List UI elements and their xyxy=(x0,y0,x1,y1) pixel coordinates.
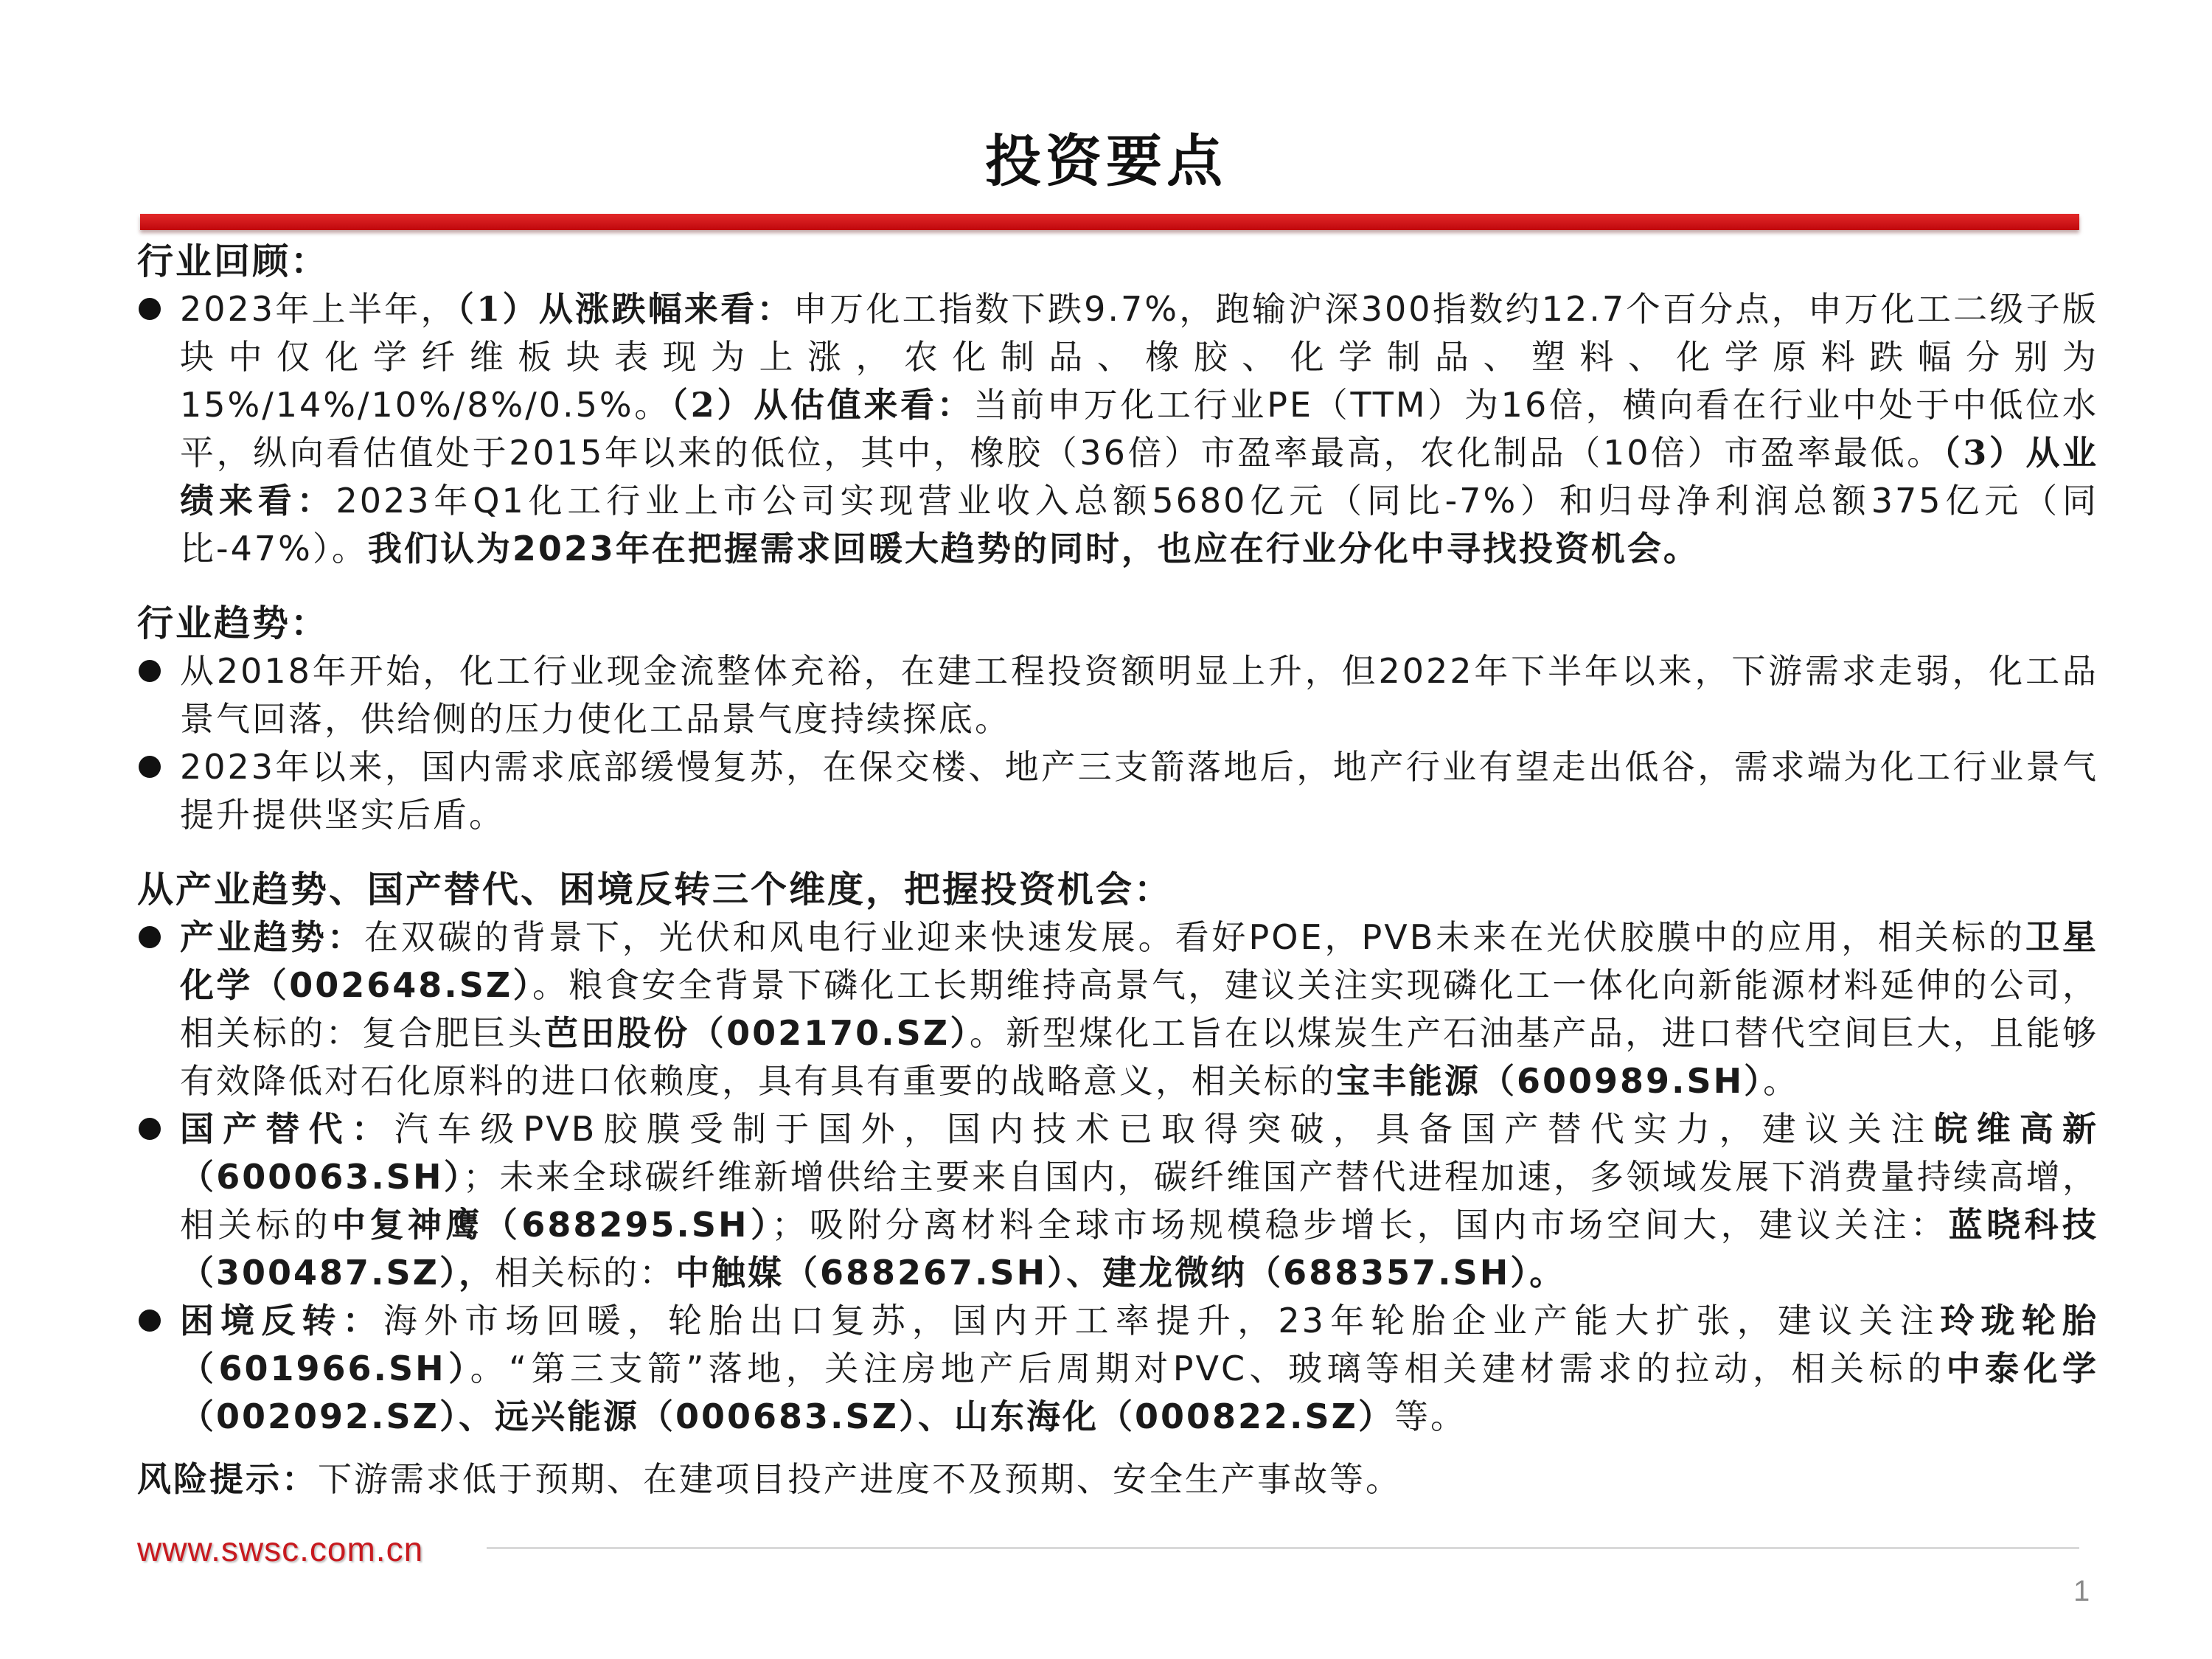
bullet-item-trend-1 xyxy=(137,647,2098,743)
review-text-5: 当前申万化工行业PE（TTM）为16倍，横向看在行业中处于中低位水平，纵向看估值处于2015年以来的低位，其中，橡胶（36倍）市盈率最高，农化制品（10倍）市盈率最低。 xyxy=(180,385,2098,473)
stock-wanwei: 皖维高新（600063.SH） xyxy=(180,1109,2099,1197)
review-text-1: 2023年上半年， xyxy=(180,289,457,329)
industry-trend-text-1: 在双碳的背景下，光伏和风电行业迎来快速发展。看好POE，PVB未来在光伏胶膜中的应用，相关标的 xyxy=(364,917,2026,957)
risk-text: 下游需求低于预期、在建项目投产进度不及预期、安全生产事故等。 xyxy=(318,1459,1402,1499)
stock-satellite-chem: 卫星化学（002648.SZ） xyxy=(180,917,2098,1005)
import-substitution-text-1: 汽车级PVB胶膜受制于国外，国内技术已取得突破，具备国产替代实力，建议关注 xyxy=(394,1109,1934,1149)
industry-trend-text-4: 。 xyxy=(1763,1061,1800,1101)
bullet-dot-icon xyxy=(139,926,161,948)
bullet-dot-icon xyxy=(139,756,161,778)
import-substitution-text-4: 相关标的： xyxy=(495,1253,675,1293)
review-label-valuation: （2）从估值来看： xyxy=(671,385,974,425)
risk-notice xyxy=(137,1455,2098,1503)
stock-catalyst-jianlong: 中触媒（688267.SH）、建龙微纳（688357.SH）。 xyxy=(675,1253,1566,1293)
bullet-dot-icon xyxy=(139,298,161,320)
review-label-performance: （3）从业绩来看： xyxy=(180,433,2098,521)
bullet-item-industry-trend xyxy=(137,914,2098,1105)
section-heading-review: 行业回顾： xyxy=(137,240,330,282)
industry-trend-text-2: 。粮食安全背景下磷化工长期维持高景气，建议关注实现磷化工一体化向新能源材料延伸的公司，相关标的：复合肥巨头 xyxy=(180,965,2099,1053)
title-underline-bar xyxy=(140,214,2079,230)
main-content xyxy=(137,237,2098,1503)
review-text-3: 申万化工指数下跌9.7%，跑输沪深300指数约12.7个百分点，申万化工二级子版块中仅化学纤维板块表现为上涨，农化制品、橡胶、化学制品、塑料、化学原料跌幅分别为15%/14%/10%/8%/0.5%。 xyxy=(180,289,2098,425)
import-substitution-text-2: ；未来全球碳纤维新增供给主要来自国内，碳纤维国产替代进程加速，多领域发展下消费量持续高增，相关标的 xyxy=(180,1157,2098,1245)
page-title: 投资要点 xyxy=(985,128,1227,194)
label-turnaround: 困境反转： xyxy=(180,1301,383,1340)
stock-linglong: 玲珑轮胎（601966.SH） xyxy=(180,1301,2099,1388)
bullet-item-review xyxy=(137,285,2098,573)
stock-sunresin: 蓝晓科技（300487.SZ）， xyxy=(180,1205,2099,1293)
bullet-dot-icon xyxy=(139,1118,161,1140)
industry-trend-text-3: 。新型煤化工旨在以煤炭生产石油基产品，进口替代空间巨大，且能够有效降低对石化原料的进口依赖度，具有具有重要的战略意义，相关标的 xyxy=(180,1013,2099,1101)
import-substitution-text-3: ；吸附分离材料全球市场规模稳步增长，国内市场空间大，建议关注： xyxy=(771,1205,1949,1245)
review-text-7: 2023年Q1化工行业上市公司实现营业收入总额5680亿元（同比-7%）和归母净利润总额375亿元（同比-47%）。 xyxy=(180,481,2099,568)
risk-label: 风险提示： xyxy=(137,1459,318,1499)
review-label-change: （1）从涨跌幅来看： xyxy=(456,289,793,329)
turnaround-text-1: 海外市场回暖，轮胎出口复苏，国内开工率提升，23年轮胎企业产能大扩张，建议关注 xyxy=(383,1301,1941,1340)
bullet-item-trend-2 xyxy=(137,743,2098,839)
bullet-item-import-substitution xyxy=(137,1105,2098,1297)
section-heading-trend: 行业趋势： xyxy=(137,602,330,644)
trend-text-2: 2023年以来，国内需求底部缓慢复苏，在保交楼、地产三支箭落地后，地产行业有望走出低谷，需求端为化工行业景气提升提供坚实后盾。 xyxy=(180,747,2098,835)
section-heading-opportunity: 从产业趋势、国产替代、困境反转三个维度，把握投资机会： xyxy=(137,868,1173,911)
label-industry-trend: 产业趋势： xyxy=(180,917,364,957)
footer-divider xyxy=(487,1547,2079,1549)
review-conclusion: 我们认为2023年在把握需求回暖大趋势的同时，也应在行业分化中寻找投资机会。 xyxy=(367,529,1700,568)
stock-batian: 芭田股份（002170.SZ） xyxy=(544,1013,970,1053)
label-import-substitution: 国产替代： xyxy=(180,1109,394,1149)
turnaround-text-3: 等。 xyxy=(1394,1397,1467,1436)
bullet-dot-icon xyxy=(139,1310,161,1332)
bullet-dot-icon xyxy=(139,660,161,682)
trend-text-1: 从2018年开始，化工行业现金流整体充裕，在建工程投资额明显上升，但2022年下半年以来，下游需求走弱，化工品景气回落，供给侧的压力使化工品景气度持续探底。 xyxy=(180,651,2098,739)
turnaround-text-2: 。“第三支箭”落地，关注房地产后周期对PVC、玻璃等相关建材需求的拉动，相关标的 xyxy=(470,1349,1947,1388)
page-number: 1 xyxy=(2073,1575,2090,1607)
stock-zhongtai-yuanxing-haihua: 中泰化学（002092.SZ）、远兴能源（000683.SZ）、山东海化（000822.SZ） xyxy=(180,1349,2098,1436)
bullet-item-turnaround xyxy=(137,1297,2098,1441)
footer-logo-url: www.swsc.com.cn xyxy=(137,1530,424,1568)
stock-zhongfu-shenying: 中复神鹰（688295.SH） xyxy=(331,1205,772,1245)
stock-baofeng-energy: 宝丰能源（600989.SH） xyxy=(1336,1061,1764,1101)
